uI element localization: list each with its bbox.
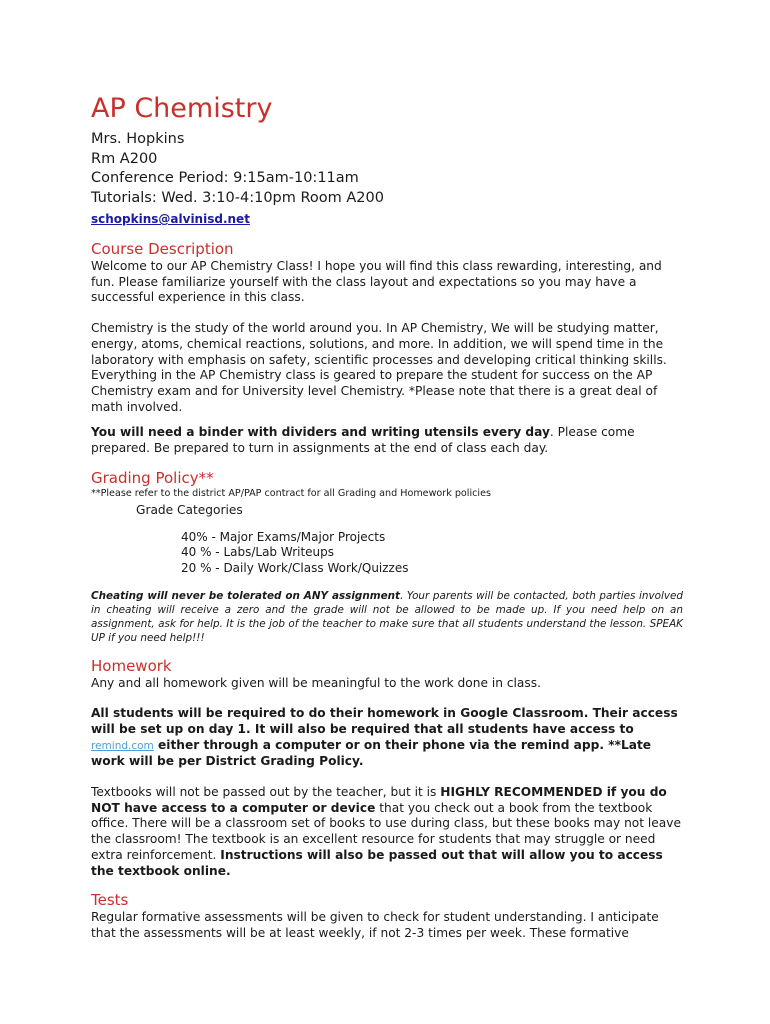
course-description-body: Chemistry is the study of the world around you. In AP Chemistry, We will be studying matter, energy, atoms, chemical reactions, solutions, and more. In addition, we will spend time in the laboratory with emphasis on safety, scientific processes and developing critical thinking skills. Everything in the AP Chemistry class is geared to prepare the student for success on the AP Chemistry exam and for University level Chemistry. *Please note that there is a great deal of math involved. [91, 321, 667, 414]
course-description-heading: Course Description [91, 240, 234, 258]
textbook-bold-b: Instructions will also be passed out that will allow you to access the textbook online. [91, 847, 663, 878]
textbook-paragraph [91, 785, 683, 879]
homework-bold-a: All students will be required to do their homework in Google Classroom. Their access will be set up on day 1. It will also be required that all students have access to [91, 706, 678, 736]
grading-policy-heading: Grading Policy** [91, 468, 214, 487]
homework-intro: Any and all homework given will be meaningful to the work done in class. [91, 675, 541, 690]
textbook-bold-a: HIGHLY RECOMMENDED if you do NOT have access to a computer or device [91, 785, 667, 815]
grade-categories-heading: Grade Categories [136, 502, 243, 517]
teacher-name: Mrs. Hopkins [91, 131, 185, 147]
cheating-rest: . Your parents will be contacted, both parties involved in cheating will receive a zero and the grade will not be allowed to be made up. If you need help on an assignment, ask for help. It is the job of the teacher to make sure that all students understand the lesson. SPEAK UP if you need help!!! [91, 589, 683, 644]
grading-note: **Please refer to the district AP/PAP contract for all Grading and Homework policies [91, 487, 491, 499]
textbook-a: Textbooks will not be passed out by the teacher, but it is [91, 785, 441, 800]
cheating-bold: Cheating will never be tolerated on ANY assignment [91, 589, 400, 602]
tutorials: Tutorials: Wed. 3:10-4:10pm Room A200 [91, 189, 384, 206]
grade-category: 40% - Major Exams/Major Projects [181, 529, 386, 544]
cheating-policy [91, 589, 683, 645]
textbook-b: that you check out a book from the textbook office. There will be a classroom set of books to use during class, but these books may not leave the classroom! The textbook is an excellent resource for students that may struggle or need extra reinforcement. [91, 800, 681, 862]
page-title: AP Chemistry [91, 93, 273, 124]
homework-heading: Homework [91, 656, 172, 675]
remind-link[interactable]: remind.com [91, 739, 154, 752]
grade-category: 20 % - Daily Work/Class Work/Quizzes [181, 560, 409, 575]
grade-categories-list [91, 530, 683, 577]
homework-bold-b: either through a computer or on their phone via the remind app. **Late work will be per District Grading Policy. [91, 737, 652, 769]
email-link[interactable]: schopkins@alvinisd.net [91, 212, 250, 226]
tests-paragraph: Regular formative assessments will be given to check for student understanding. I anticipate that the assessments will be at least weekly, if not 2-3 times per week. These formative [91, 910, 659, 940]
grade-category: 40 % - Labs/Lab Writeups [181, 545, 335, 560]
supplies-rest: . Please come prepared. Be prepared to turn in assignments at the end of class each day. [91, 425, 635, 456]
conference-period: Conference Period: 9:15am-10:11am [91, 170, 359, 186]
homework-requirements [91, 706, 683, 770]
supplies-bold: You will need a binder with dividers and writing utensils every day [91, 425, 550, 440]
supplies-paragraph [91, 425, 683, 456]
room-number: Rm A200 [91, 150, 158, 167]
tests-heading: Tests [91, 891, 129, 910]
course-description-intro: Welcome to our AP Chemistry Class! I hope you will find this class rewarding, interesting, and fun. Please familiarize yourself with the class layout and expectations so you may have a successful experience in this class. [91, 259, 662, 305]
document-page [91, 92, 683, 942]
